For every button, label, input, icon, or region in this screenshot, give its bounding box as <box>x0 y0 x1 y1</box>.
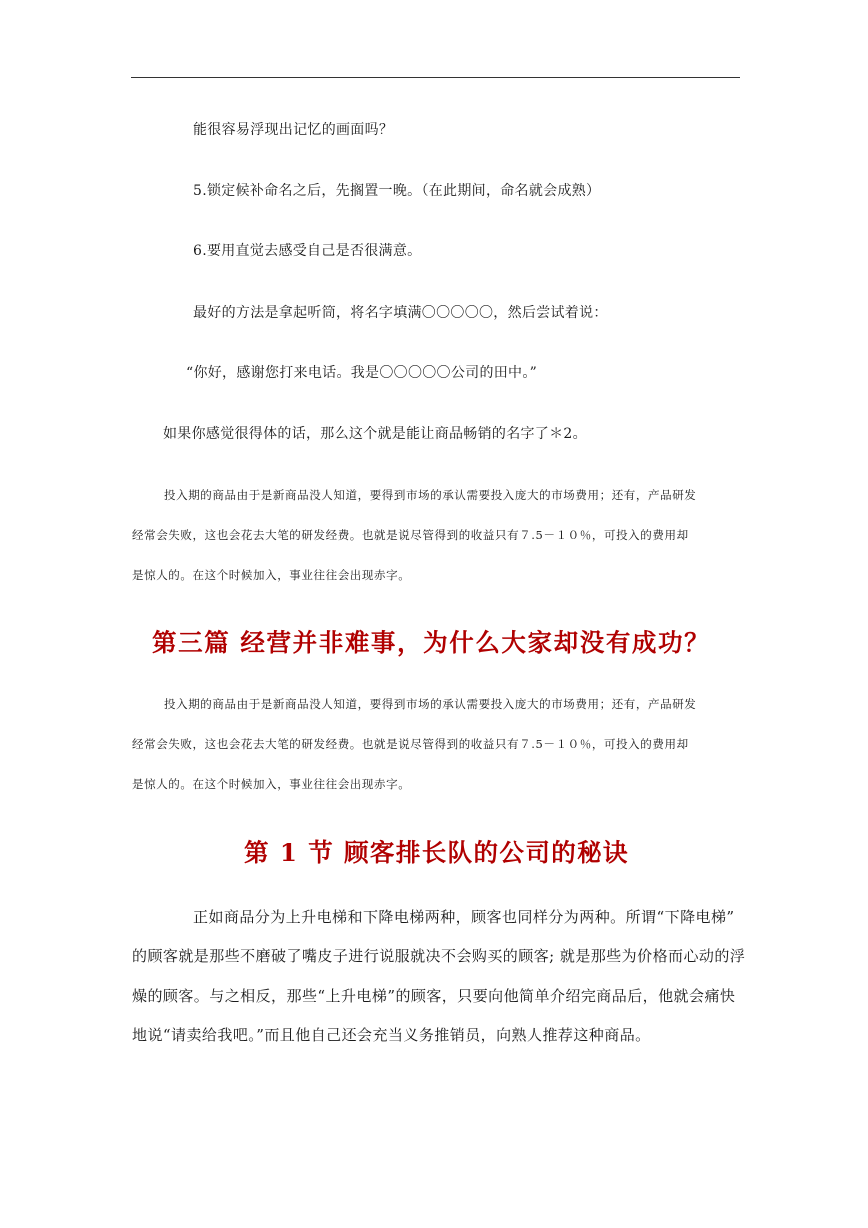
chapter-heading: 第三篇 经营并非难事，为什么大家却没有成功？ <box>152 628 711 657</box>
text-line-phone-greeting: “你好，感谢您打来电话。我是〇〇〇〇〇公司的田中。” <box>186 365 538 381</box>
text-line-step-6: 6.要用直觉去感受自己是否很满意。 <box>193 243 422 259</box>
text-line-conclusion: 如果你感觉很得体的话，那么这个就是能让商品畅销的名字了＊2。 <box>163 426 587 442</box>
section-heading: 第 1 节 顾客排长队的公司的秘诀 <box>244 838 629 867</box>
body-paragraph-line-1: 正如商品分为上升电梯和下降电梯两种，顾客也同样分为两种。所谓“下降电梯” <box>193 908 735 926</box>
small-paragraph-1-line-2: 经常会失败，这也会花去大笔的研发经费。也就是说尽管得到的收益只有７.5－１０％，可投入的费用却 <box>132 528 689 542</box>
text-line-step-5: 5.锁定候补命名之后，先搁置一晚。（在此期间，命名就会成熟） <box>193 183 601 199</box>
small-paragraph-1-line-1: 投入期的商品由于是新商品没人知道，要得到市场的承认需要投入庞大的市场费用；还有，产品研发 <box>164 488 697 502</box>
text-line-best-method: 最好的方法是拿起听筒，将名字填满〇〇〇〇〇，然后尝试着说： <box>193 305 608 321</box>
body-paragraph-line-2: 的顾客就是那些不磨破了嘴皮子进行说服就决不会购买的顾客; 就是那些为价格而心动的浮 <box>132 947 746 965</box>
header-rule <box>131 77 740 78</box>
small-paragraph-1-line-3: 是惊人的。在这个时候加入，事业往往会出现赤字。 <box>132 568 411 582</box>
small-paragraph-2-line-3: 是惊人的。在这个时候加入，事业往往会出现赤字。 <box>132 777 411 791</box>
body-paragraph-line-4: 地说“请卖给我吧。”而且他自己还会充当义务推销员，向熟人推荐这种商品。 <box>132 1026 651 1044</box>
small-paragraph-2-line-1: 投入期的商品由于是新商品没人知道，要得到市场的承认需要投入庞大的市场费用；还有，产品研发 <box>164 697 697 711</box>
text-line-memory-question: 能很容易浮现出记忆的画面吗？ <box>193 122 394 138</box>
body-paragraph-line-3: 燥的顾客。与之相反，那些“上升电梯”的顾客，只要向他简单介绍完商品后，他就会痛快 <box>132 987 736 1005</box>
small-paragraph-2-line-2: 经常会失败，这也会花去大笔的研发经费。也就是说尽管得到的收益只有７.5－１０％，可投入的费用却 <box>132 737 689 751</box>
